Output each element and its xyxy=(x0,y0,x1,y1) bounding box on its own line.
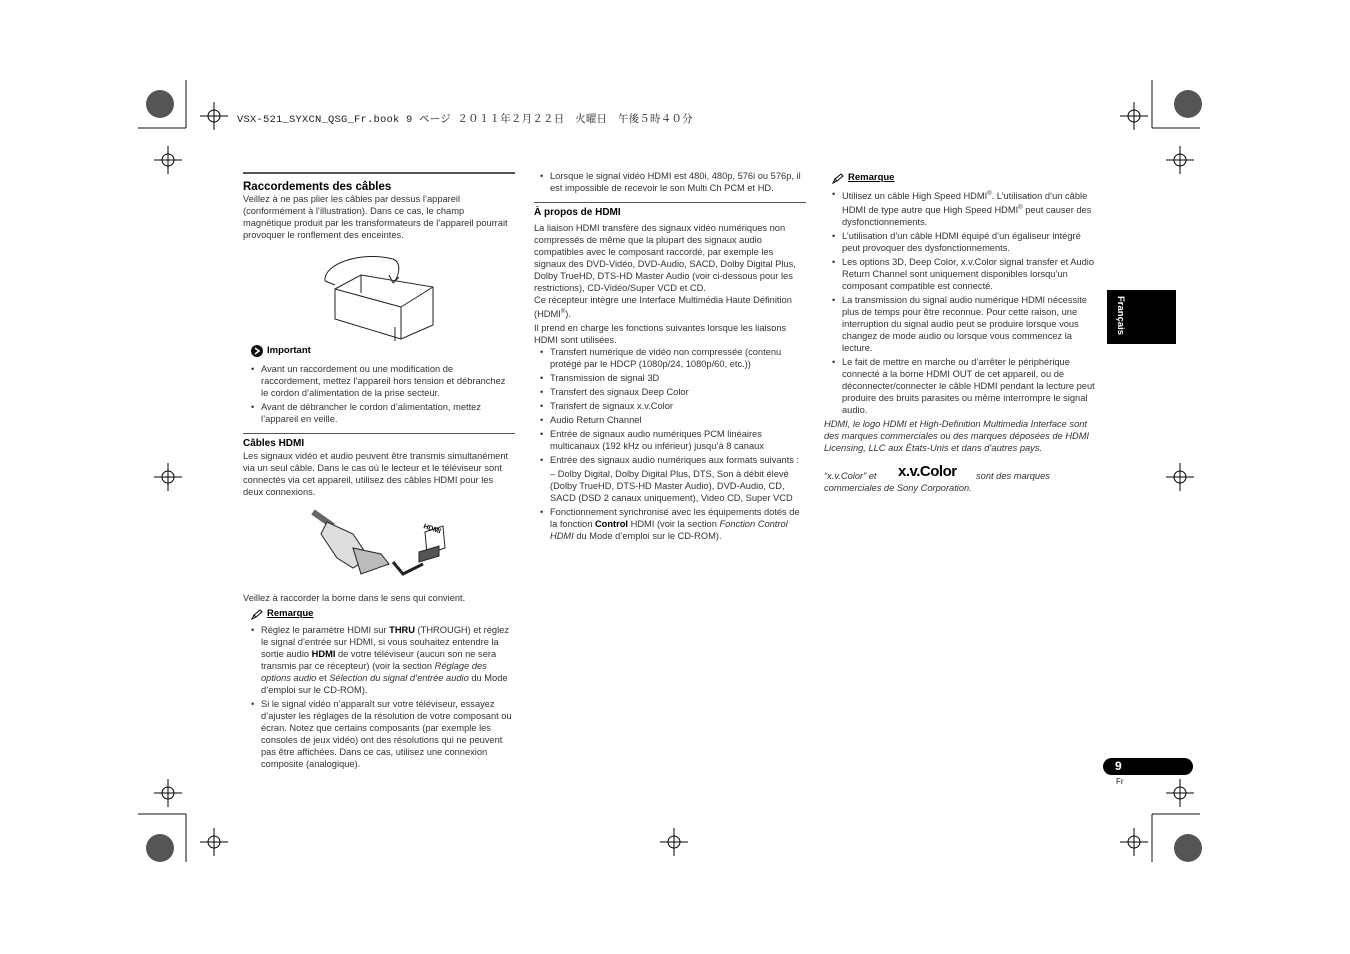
hdmi-functions-list xyxy=(540,346,806,466)
cable-illustration xyxy=(243,249,515,341)
important-label: Important xyxy=(267,345,311,356)
list-item: • Avant de débrancher le cordon d’alimentation, mettez l’appareil en veille. xyxy=(251,401,515,425)
xvcolor-trademark-prefix: “x.v.Color” et xyxy=(824,471,877,482)
xvcolor-trademark-suffix: sont des marques xyxy=(976,471,1050,482)
important-heading xyxy=(251,345,515,357)
left-column xyxy=(243,172,515,772)
remarque-label: Remarque xyxy=(848,172,895,183)
page-number-bar xyxy=(1103,758,1193,775)
page-number: 9 xyxy=(1115,759,1122,773)
xvcolor-trademark-line2: commerciales de Sony Corporation. xyxy=(824,483,972,494)
about-hdmi-interface: Ce récepteur intègre une Interface Multimédia Haute Définition (HDMI®). xyxy=(534,295,792,320)
pencil-icon xyxy=(251,609,263,620)
list-item: • Entrée des signaux audio numériques aux formats suivants : xyxy=(540,454,806,466)
section-text-cables: Veillez à ne pas plier les câbles par dessus l’appareil (conformément à l’illustration). Dans ce cas, le champ magnétique produit par les transformateurs de l’appareil pourrait provoquer le ronflement des enceintes. xyxy=(243,194,508,240)
section-title-hdmi-cables: Câbles HDMI xyxy=(243,438,305,449)
remarque-list xyxy=(832,188,1096,416)
list-item: • Transmission de signal 3D xyxy=(540,372,806,384)
list-item: • Le fait de mettre en marche ou d’arrêter le périphérique connecté à la borne HDMI OUT de cet appareil, ou de déconnecter/connecter le câble HDMI pendant la lecture peut produire des bruits parasites ou même interrompre le signal audio. xyxy=(832,356,1096,416)
section-text-hdmi-cables: Les signaux vidéo et audio peuvent être transmis simultanément via un seul câble. Dans le cas où le lecteur et le téléviseur sont connectés via cet appareil, utilisez des câbles HDMI pour les deux connexions. xyxy=(243,451,509,497)
file-info-header: VSX-521_SYXCN_QSG_Fr.book 9 ページ ２０１１年２月２２日 火曜日 午後５時４０分 xyxy=(237,114,693,126)
remarque-heading xyxy=(832,172,1096,184)
audio-formats-list: – Dolby Digital, Dolby Digital Plus, DTS, Son à débit élevé (Dolby TrueHD, DTS-HD Master Audio), DVD-Audio, CD, SACD (DSD 2 canaux uniquement), Video CD, Super VCD xyxy=(550,469,793,504)
hdmi-connector-illustration xyxy=(243,504,515,586)
remarque-list xyxy=(251,624,515,770)
list-item: • Transfert numérique de vidéo non compressée (contenu protégé par le HDCP (1080p/24, 1080p/60, etc.)) xyxy=(540,346,806,370)
about-hdmi-text: La liaison HDMI transfère des signaux vidéo numériques non compressés de même que la plupart des signaux audio compatibles avec le composant raccordé, par exemple les signaux des DVD-Vidéo, DVD-Audio, SACD, Dolby Digital Plus, Dolby TrueHD, DTS-HD Master Audio (voir ci-dessous pour les restrictions), CD-Vidéo/Super VCD et CD. xyxy=(534,223,796,293)
important-list xyxy=(251,363,515,425)
pencil-icon xyxy=(832,173,844,184)
important-icon xyxy=(251,345,263,357)
connector-direction-note: Veillez à raccorder la borne dans le sens qui convient. xyxy=(243,593,466,603)
list-item: • Réglez le paramètre HDMI sur THRU (THROUGH) et réglez le signal d’entrée sur HDMI, si vous souhaitez entendre la sortie audio HDMI de votre téléviseur (aucun son ne sera transmis par ce récepteur) (voir la section Réglage des options audio et Sélection du signal d’entrée audio du Mode d’emploi sur le CD-ROM). xyxy=(251,624,515,696)
list-item: • Utilisez un câble High Speed HDMI®. L’utilisation d’un câble HDMI de type autre que High Speed HDMI® peut causer des dysfonctionnements. xyxy=(832,188,1096,228)
list-item: • Fonctionnement synchronisé avec les équipements dotés de la fonction Control HDMI (voir la section Fonction Control HDMI du Mode d’emploi sur le CD-ROM). xyxy=(540,506,806,542)
list-item: • Lorsque le signal vidéo HDMI est 480i, 480p, 576i ou 576p, il est impossible de recevoir le son Multi Ch PCM et HD. xyxy=(540,170,806,194)
section-rule xyxy=(243,172,515,174)
list-item: • L’utilisation d’un câble HDMI équipé d’un égaliseur intégré peut provoquer des dysfonctionnements. xyxy=(832,230,1096,254)
list-item: • Si le signal vidéo n’apparaît sur votre téléviseur, essayez d’ajuster les réglages de la résolution de votre composant ou écran. Notez que certains composants (par exemple les consoles de jeux vidéo) ont des résolutions qui ne peuvent pas être affichées. Dans ce cas, utilisez une connexion composite (analogique). xyxy=(251,698,515,770)
remarque-label: Remarque xyxy=(267,608,314,619)
list-item: • Avant un raccordement ou une modification de raccordement, mettez l’appareil hors tension et débranchez le cordon d’alimentation de la prise secteur. xyxy=(251,363,515,399)
list-item: • Transfert des signaux Deep Color xyxy=(540,386,806,398)
middle-column xyxy=(534,170,806,544)
right-column xyxy=(824,172,1096,498)
list-item: • Les options 3D, Deep Color, x.v.Color signal transfer et Audio Return Channel sont uniquement disponibles lorsqu’un composant compatible est connecté. xyxy=(832,256,1096,292)
list-item: • Transfert de signaux x.v.Color xyxy=(540,400,806,412)
xvcolor-logo: x.v.Color xyxy=(898,463,957,481)
hdmi-trademark-notice: HDMI, le logo HDMI et High-Definition Multimedia Interface sont des marques commerciales ou des marques déposées de HDMI Licensing, LLC aux États-Unis et dans d’autres pays. xyxy=(824,419,1090,454)
section-rule xyxy=(534,202,806,203)
language-side-tab xyxy=(1107,290,1176,344)
hdmi-control-list xyxy=(540,506,806,542)
language-tab-label: Français xyxy=(1115,296,1126,336)
about-hdmi-functions-intro: Il prend en charge les fonctions suivantes lorsque les liaisons HDMI sont utilisées. xyxy=(534,323,787,346)
section-title-about-hdmi: À propos de HDMI xyxy=(534,207,621,218)
remarque-heading xyxy=(251,608,515,620)
top-bullet-list xyxy=(540,170,806,194)
section-title-cables: Raccordements des câbles xyxy=(243,181,392,193)
page-language-code: Fr xyxy=(1116,777,1124,786)
hdmi-label: HDMI xyxy=(422,523,442,536)
list-item: • Audio Return Channel xyxy=(540,414,806,426)
list-item: • Entrée de signaux audio numériques PCM linéaires multicanaux (192 kHz ou inférieur) jusqu’à 8 canaux xyxy=(540,428,806,452)
section-rule xyxy=(243,433,515,434)
xvcolor-trademark xyxy=(824,463,1096,498)
list-item: • La transmission du signal audio numérique HDMI nécessite plus de temps pour être reconnue. Pour cette raison, une interruption du signal audio peut se produire lorsque vous changez de mode audio ou lorsque vous commencez la lecture. xyxy=(832,294,1096,354)
